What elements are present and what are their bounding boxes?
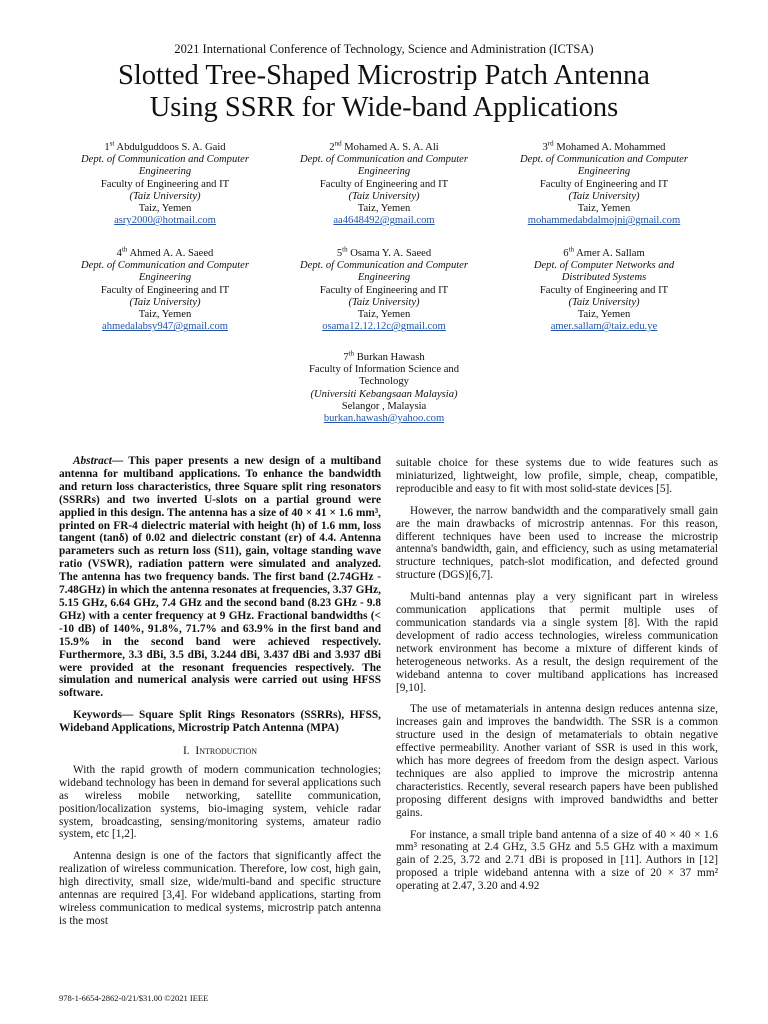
title-line-1: Slotted Tree-Shaped Microstrip Patch Antenna <box>118 60 650 91</box>
author-university: (Taiz University) <box>568 296 640 308</box>
author-1 <box>45 139 285 227</box>
author-email-link[interactable]: asry2000@hotmail.com <box>114 215 216 227</box>
author-2 <box>264 139 504 227</box>
author-email-link[interactable]: aa4648492@gmail.com <box>333 215 435 227</box>
author-university: (Universiti Kebangsaan Malaysia) <box>310 388 458 400</box>
author-dept: Dept. of Communication and Computer <box>80 154 250 166</box>
paragraph: Multi-band antennas play a very significant part in wireless communication applications that permit multiple uses of communication standards via a single system [8]. With the rapid development of radio access technologies, wireless communication network environment has become a mixture of different kinds of heterogeneous networks. As a result, the design requirement of the wideband antenna to cover multiband applications has increased [9,10]. <box>396 591 718 694</box>
author-location: Taiz, Yemen <box>577 309 631 321</box>
author-university: (Taiz University) <box>129 296 201 308</box>
author-faculty: Faculty of Engineering and IT <box>539 178 669 190</box>
author-dept: Faculty of Information Science and <box>308 364 460 376</box>
author-faculty: Faculty of Engineering and IT <box>100 284 230 296</box>
author-email-link[interactable]: mohammedabdalmojni@gmail.com <box>527 215 681 227</box>
author-email-link[interactable]: osama12.12.12c@gmail.com <box>322 321 446 333</box>
author-faculty: Faculty of Engineering and IT <box>319 284 449 296</box>
author-location: Selangor , Malaysia <box>341 400 427 412</box>
author-dept-2: Engineering <box>357 272 411 284</box>
author-faculty: Faculty of Engineering and IT <box>319 178 449 190</box>
author-7 <box>264 349 504 425</box>
title-line-2: Using SSRR for Wide-band Applications <box>149 92 619 123</box>
copyright-footer: 978-1-6654-2862-0/21/$31.00 ©2021 IEEE <box>59 993 209 1003</box>
author-faculty: Faculty of Engineering and IT <box>100 178 230 190</box>
abstract-text: — This paper presents a new design of a multiband antenna for multiband applications. To enhance the bandwidth and return loss characteristics, three Square split ring resonators (SSRRs) and two inverted U-slots on a partial ground were applied in this design. The antenna has a size of 40 × 41 × 1.6 mm³, printed on FR-4 dielectric material with height (h) of 1.6 mm, loss tangent (tanδ) of 0.02 and dielectric constant (εr) of 4.4. Antenna parameters such as return loss (S11), gain, voltage standing wave ratio (VSWR), radiation pattern were simulated and analyzed. The antenna has two frequency bands. The first band (2.74GHz - 7.48GHz) in which the antenna resonates at frequencies, 3.37 GHz, 5.15 GHz, 6.64 GHz, 7.4 GHz and the second band (8.23 GHz - 9.8 GHz) with a center frequency at 9 GHz. Fractional bandwidths (< -10 dB) of 140%, 91.8%, 71.7% and 63.9% in the first band and 15.9% in the second band were achieved respectively. Furthermore, 3.3 dBi, 3.5 dBi, 3.244 dBi, 3.437 dBi and 3.937 dBi were provided at the resonant frequencies respectively. The simulation and numerical analysis were carried out using HFSS software. <box>59 455 381 700</box>
paragraph: Antenna design is one of the factors that significantly affect the realization of wireless communication. Therefore, low cost, high gain, high directivity, small size, wide/multi-band and specific structure antennas are required [3,4]. For wideband applications, starting from wireless communication to medical systems, microstrip patch antenna is the most <box>59 850 381 927</box>
author-university: (Taiz University) <box>348 296 420 308</box>
paragraph: With the rapid growth of modern communication technologies; wideband technology has been in demand for several applications such as wireless mobile networking, satellite communication, position/localization systems, bio-imaging system, vehicle radar system, broadcasting, sensing/monitoring systems, amateur radio system, etc [1,2]. <box>59 763 381 841</box>
author-dept: Dept. of Communication and Computer <box>299 154 469 166</box>
author-faculty: Faculty of Engineering and IT <box>539 284 669 296</box>
paragraph: For instance, a small triple band antenna of a size of 40 × 40 × 1.6 mm³ resonating at 2.4 GHz, 3.5 GHz and 5.5 GHz with a maximum gain of 2.25, 3.72 and 2.71 dBi is proposed in [11]. Authors in [12] proposed a triple wideband antenna with a size of 20 × 37 mm² operating at 2.47, 3.20 and 4.92 <box>396 828 718 893</box>
author-name: 1st Abdulguddoos S. A. Gaid <box>104 139 226 153</box>
author-dept: Dept. of Communication and Computer <box>519 154 689 166</box>
conference-name: 2021 International Conference of Technology, Science and Administration (ICTSA) <box>174 42 594 56</box>
left-column <box>59 455 381 937</box>
author-dept-2: Engineering <box>577 166 631 178</box>
author-dept-2: Engineering <box>138 272 192 284</box>
section-number: I. <box>182 745 190 758</box>
author-email-link[interactable]: ahmedalabsy947@gmail.com <box>102 321 228 333</box>
abstract-label: Abstract <box>73 455 112 467</box>
right-column <box>396 457 718 902</box>
author-name: 6th Amer A. Sallam <box>563 245 645 259</box>
author-dept-2: Technology <box>359 376 409 388</box>
author-email-link[interactable]: amer.sallam@taiz.edu.ye <box>550 321 658 333</box>
author-email-link[interactable]: burkan.hawash@yahoo.com <box>323 413 445 425</box>
author-3 <box>484 139 724 227</box>
author-university: (Taiz University) <box>348 190 420 202</box>
section-heading <box>59 745 381 758</box>
author-university: (Taiz University) <box>568 190 640 202</box>
author-location: Taiz, Yemen <box>577 203 631 215</box>
keywords-label: Keywords <box>73 709 122 722</box>
author-6 <box>484 245 724 333</box>
author-5 <box>264 245 504 333</box>
author-location: Taiz, Yemen <box>357 203 411 215</box>
author-university: (Taiz University) <box>129 190 201 202</box>
author-dept-2: Distributed Systems <box>561 272 647 284</box>
author-4 <box>45 245 285 333</box>
author-name: 2nd Mohamed A. S. A. Ali <box>329 139 439 153</box>
paragraph: The use of metamaterials in antenna design reduces antenna size, increases gain and improves the bandwidth. The SSR is a common structure used in the design of metamaterials to obtain negative effective permeability. Another variant of SSR is used in this work, which has more degrees of freedom from the design aspect. Various techniques are also applied to improve the microstrip antenna characteristics. Recently, several research papers have been published proposing different designs with improved bandwidths and better gains. <box>396 703 718 819</box>
author-name: 4th Ahmed A. A. Saeed <box>116 245 214 259</box>
author-location: Taiz, Yemen <box>138 309 192 321</box>
author-dept-2: Engineering <box>138 166 192 178</box>
author-dept: Dept. of Computer Networks and <box>533 260 675 272</box>
paper-title <box>0 60 768 124</box>
keywords <box>59 709 381 735</box>
author-location: Taiz, Yemen <box>357 309 411 321</box>
author-dept: Dept. of Communication and Computer <box>80 260 250 272</box>
author-name: 3rd Mohamed A. Mohammed <box>542 139 666 153</box>
paragraph: suitable choice for these systems due to wide features such as miniaturized, lightweight, low profile, simple, cheap, compatible, reproducible and easy to fit with most solid-state devices [5]. <box>396 457 718 495</box>
author-location: Taiz, Yemen <box>138 203 192 215</box>
keywords-text: — Square Split Rings Resonators (SSRRs), HFSS, Wideband Applications, Microstrip Patch Antenna (MPA) <box>59 709 381 735</box>
paragraph: However, the narrow bandwidth and the comparatively small gain are the main drawbacks of microstrip antennas. For this reason, different techniques have been used to increase the microstrip antenna's bandwidth, gain, and efficiency, such as using metamaterial structure techniques, patch-slot modification, and defected ground structure (DGS)[6,7]. <box>396 504 718 582</box>
abstract <box>59 455 381 700</box>
author-dept: Dept. of Communication and Computer <box>299 260 469 272</box>
author-dept-2: Engineering <box>357 166 411 178</box>
author-name: 7th Burkan Hawash <box>343 349 425 363</box>
author-name: 5th Osama Y. A. Saeed <box>336 245 432 259</box>
section-title: Introduction <box>195 745 258 758</box>
